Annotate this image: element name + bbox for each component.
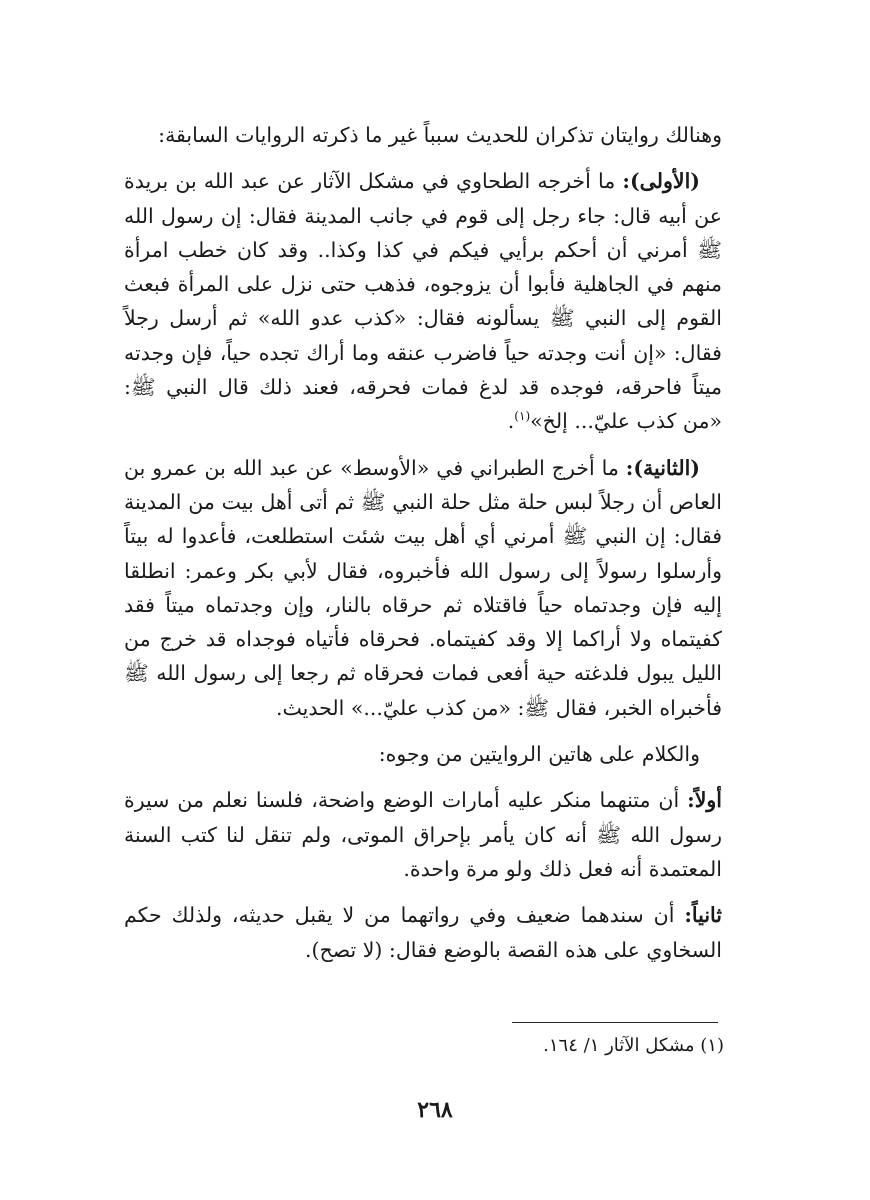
second-narration — [124, 451, 722, 725]
footnote-divider — [512, 1022, 718, 1023]
page-number: ٢٦٨ — [417, 1097, 453, 1123]
intro-line: وهنالك روايتان تذكران للحديث سبباً غير ما ذكرته الروايات السابقة: — [158, 123, 722, 147]
first-point-text: أن متنهما منكر عليه أمارات الوضع واضحة، فلسنا نعلم من سيرة رسول الله ﷺ أنه كان يأمر بإحراق الموتى، ولم تنقل لنا كتب السنة المعتمدة أنه فعل ذلك ولو مرة واحدة. — [124, 788, 722, 881]
second-point-text: أن سندهما ضعيف وفي رواتهما من لا يقبل حديثه، ولذلك حكم السخاوي على هذه القصة بالوضع فقال: (لا تصح). — [124, 903, 722, 962]
first-narration-label: (الأولى): — [622, 169, 700, 194]
first-narration-end: . — [507, 409, 515, 434]
second-narration-label: (الثانية): — [625, 455, 700, 480]
second-point-label: ثانياً: — [684, 903, 722, 928]
first-narration-text: ما أخرجه الطحاوي في مشكل الآثار عن عبد الله بن بريدة عن أبيه قال: جاء رجل إلى قوم في جانب المدينة فقال: إن رسول الله ﷺ أمرني أن أحكم برأيي فيكم في كذا وكذا.. وقد كان خطب امرأة منهم في الجاهلية فأبوا أن يزوجوه، فذهب حتى نزل على المرأة فبعث القوم إلى النبي ﷺ يسألونه فقال: «كذب عدو الله» ثم أرسل رجلاً فقال: «إن أنت وجدته حياً فاضرب عنقه وما أراك تجده حياً، فإن وجدته ميتاً فاحرقه، فوجده قد لدغ فمات فحرقه، فعند ذلك قال النبي ﷺ: «من كذب عليّ... إلخ» — [124, 169, 722, 434]
first-point-label: أولاً: — [687, 788, 722, 813]
second-narration-text: ما أخرج الطبراني في «الأوسط» عن عبد الله بن عمرو بن العاص أن رجلاً لبس حلة مثل حلة النبي ﷺ ثم أتى أهل بيت من المدينة فقال: إن النبي ﷺ أمرني أي أهل بيت شئت استطلعت، فأعدوا له بيتاً وأرسلوا رسولاً إلى رسول الله فأخبروه، فقال لأبي بكر وعمر: انطلقا إليه فإن وجدتماه حياً فاقتلاه ثم حرقاه بالنار، وإن وجدتماه ميتاً فقد كفيتماه ولا أراكما إلا وقد كفيتماه. فحرقاه فأتياه فوجداه قد خرج من الليل يبول فلدغته حية أفعى فمات فحرقاه ثم رجعا إلى رسول الله ﷺ فأخبراه الخبر، فقال ﷺ: «من كذب عليّ...» الحديث. — [124, 455, 722, 720]
first-narration — [124, 164, 722, 438]
first-point — [124, 783, 722, 886]
footnote-reference[interactable]: (١) — [514, 409, 531, 424]
main-text — [124, 118, 722, 979]
footnote: (١) مشكل الآثار ١/ ١٦٤. — [543, 1035, 724, 1056]
second-point — [124, 898, 722, 967]
discussion-intro: والكلام على هاتين الروايتين من وجوه: — [378, 742, 700, 767]
